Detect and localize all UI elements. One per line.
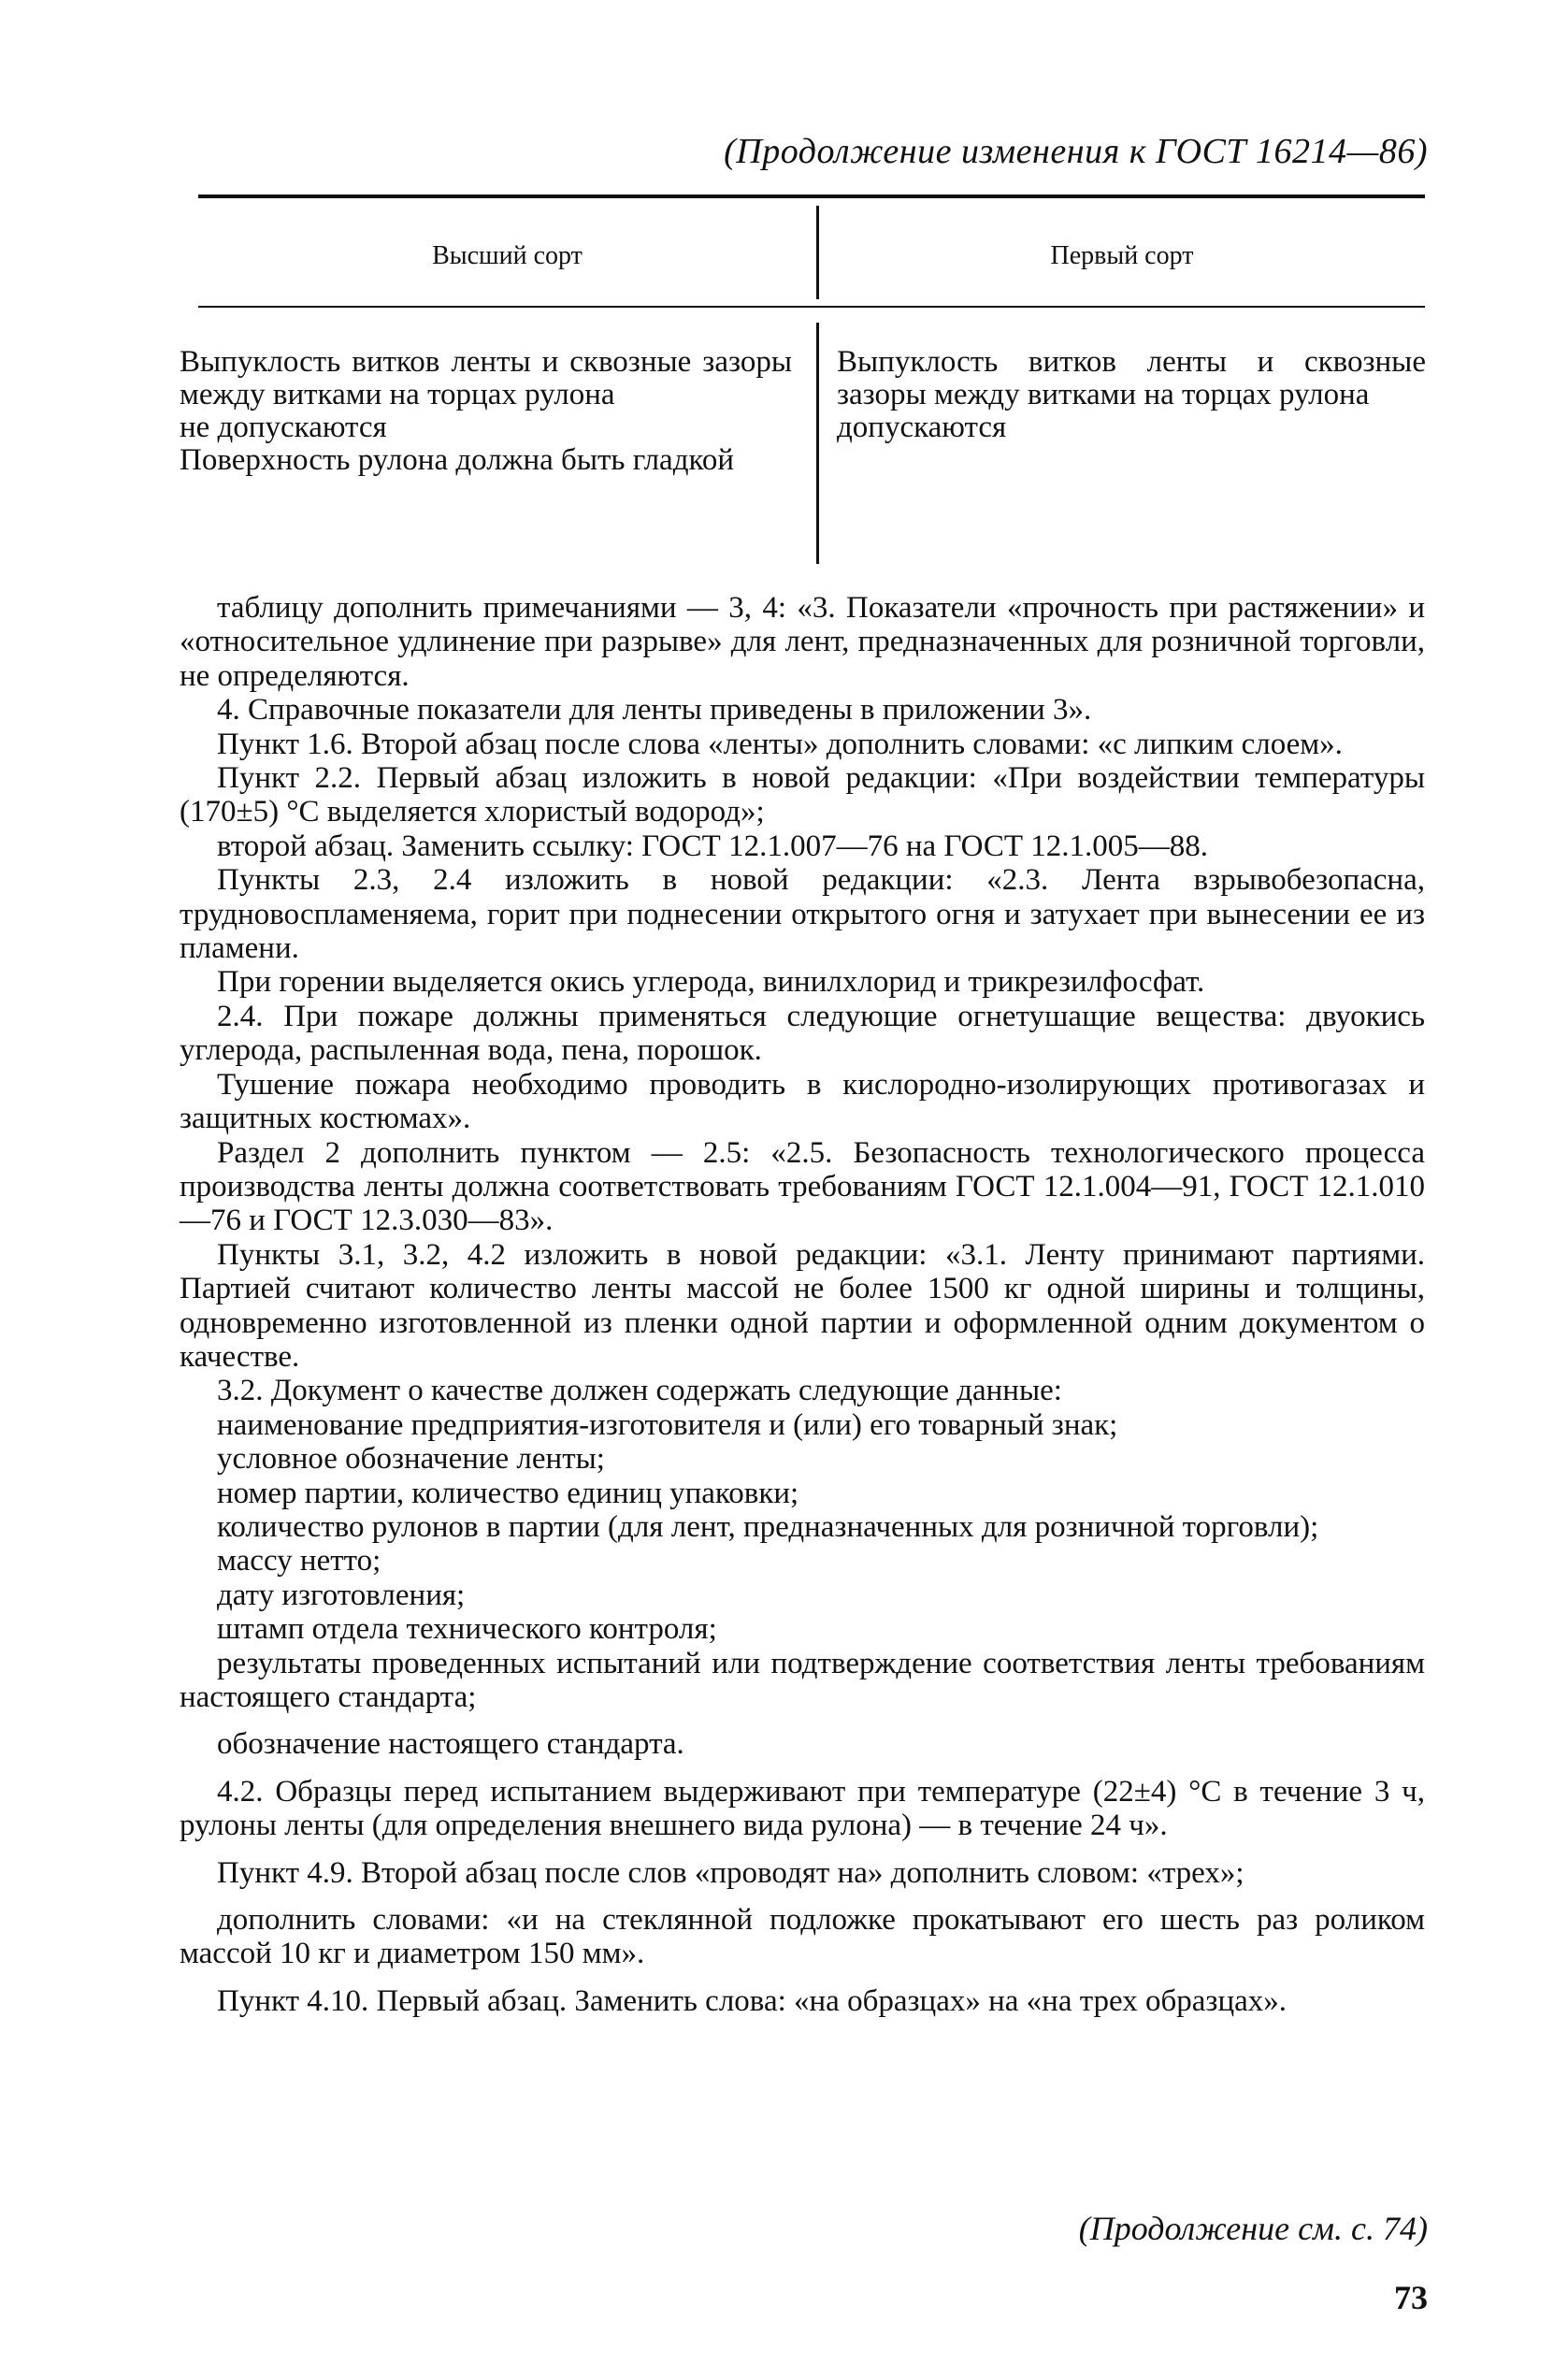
table-cell-text: не допускаются [180, 411, 387, 444]
table-cell-text: допускаются [837, 411, 1007, 444]
paragraph: Пункт 4.9. Второй абзац после слов «проводят на» дополнить словом: «трех»; [217, 1855, 1244, 1890]
paragraph: массу нетто; [217, 1544, 381, 1578]
paragraph: Пункт 4.10. Первый абзац. Заменить слова: «на образцах» на «на трех образцах». [217, 1983, 1287, 2018]
table-top-rule [198, 195, 1425, 198]
table-cell-text: Выпуклость витков ленты и сквозные зазоры между витками на торцах рулона [180, 345, 792, 411]
paragraph: При горении выделяется окись углерода, винилхлорид и трикрезилфосфат. [217, 965, 1205, 1000]
paragraph: Раздел 2 дополнить пунктом — 2.5: «2.5. Безопасность технологического процесса производства ленты должна соответствовать требованиям ГОСТ 12.1.004—91, ГОСТ 12.1.010—76 и ГОСТ 12.3.030—83». [180, 1135, 1425, 1238]
table-header-first-grade: Первый сорт [1050, 241, 1194, 270]
paragraph: Пункты 3.1, 3.2, 4.2 изложить в новой редакции: «3.1. Ленту принимают партиями. Партией считают количество ленты массой не более 1500 кг одной ширины и толщины, одновременно изготовленной из пленки одной партии и оформленной одним документом о качестве. [180, 1237, 1425, 1374]
continuation-note: (Продолжение см. с. 74) [1078, 2210, 1428, 2247]
table-cell-text: Поверхность рулона должна быть гладкой [180, 443, 735, 477]
table-cell-first-grade [837, 346, 1426, 444]
paragraph: дату изготовления; [217, 1578, 466, 1612]
table-header-premium-grade: Высший сорт [432, 241, 583, 270]
paragraph: Пункты 2.3, 2.4 изложить в новой редакции: «2.3. Лента взрывобезопасна, трудновоспламеняема, горит при поднесении открытого огня и затухает при вынесении ее из пламени. [180, 863, 1425, 966]
paragraph: Тушение пожара необходимо проводить в кислородно-изолирующих противогазах и защитных костюмах». [180, 1067, 1425, 1136]
paragraph: 4.2. Образцы перед испытанием выдерживают при температуре (22±4) °С в течение 3 ч, рулоны ленты (для определения внешнего вида рулона) — в течение 24 ч». [180, 1774, 1425, 1843]
body-text [180, 591, 1425, 2018]
paragraph: Пункт 1.6. Второй абзац после слова «ленты» дополнить словами: «с липким слоем». [217, 727, 1343, 761]
paragraph: 4. Справочные показатели для ленты приведены в приложении 3». [217, 693, 1092, 728]
table-cell-premium-grade [180, 346, 792, 477]
paragraph: дополнить словами: «и на стеклянной подложке прокатывают его шесть раз роликом массой 10 кг и диаметром 150 мм». [180, 1903, 1425, 1971]
paragraph: номер партии, количество единиц упаковки; [217, 1476, 799, 1510]
paragraph: результаты проведенных испытаний или подтверждение соответствия ленты требованиям настоящего стандарта; [180, 1646, 1425, 1714]
table-cell-text: Выпуклость витков ленты и сквозные зазоры между витками на торцах рулона [837, 345, 1426, 411]
paragraph: второй абзац. Заменить ссылку: ГОСТ 12.1.007—76 на ГОСТ 12.1.005—88. [217, 829, 1209, 863]
running-header: (Продолжение изменения к ГОСТ 16214—86) [724, 132, 1428, 171]
paragraph: условное обозначение ленты; [217, 1442, 605, 1477]
paragraph: таблицу дополнить примечаниями — 3, 4: «3. Показатели «прочность при растяжении» и «относительное удлинение при разрыве» для лент, предназначенных для розничной торговли, не определяются. [180, 591, 1425, 693]
paragraph: Пункт 2.2. Первый абзац изложить в новой редакции: «При воздействии температуры (170±5) °С выделяется хлористый водород»; [180, 761, 1425, 829]
paragraph: количество рулонов в партии (для лент, предназначенных для розничной торговли); [217, 1509, 1319, 1544]
table-body-divider [816, 323, 819, 564]
table-header-rule [198, 306, 1425, 308]
paragraph: 3.2. Документ о качестве должен содержать следующие данные: [217, 1374, 1062, 1408]
paragraph: штамп отдела технического контроля; [217, 1612, 717, 1647]
paragraph: наименование предприятия-изготовителя и (или) его товарный знак; [217, 1407, 1118, 1442]
page-number: 73 [1394, 2279, 1428, 2316]
paragraph: 2.4. При пожаре должны применяться следующие огнетушащие вещества: двуокись углерода, распыленная вода, пена, порошок. [180, 999, 1425, 1068]
paragraph: обозначение настоящего стандарта. [217, 1727, 684, 1762]
